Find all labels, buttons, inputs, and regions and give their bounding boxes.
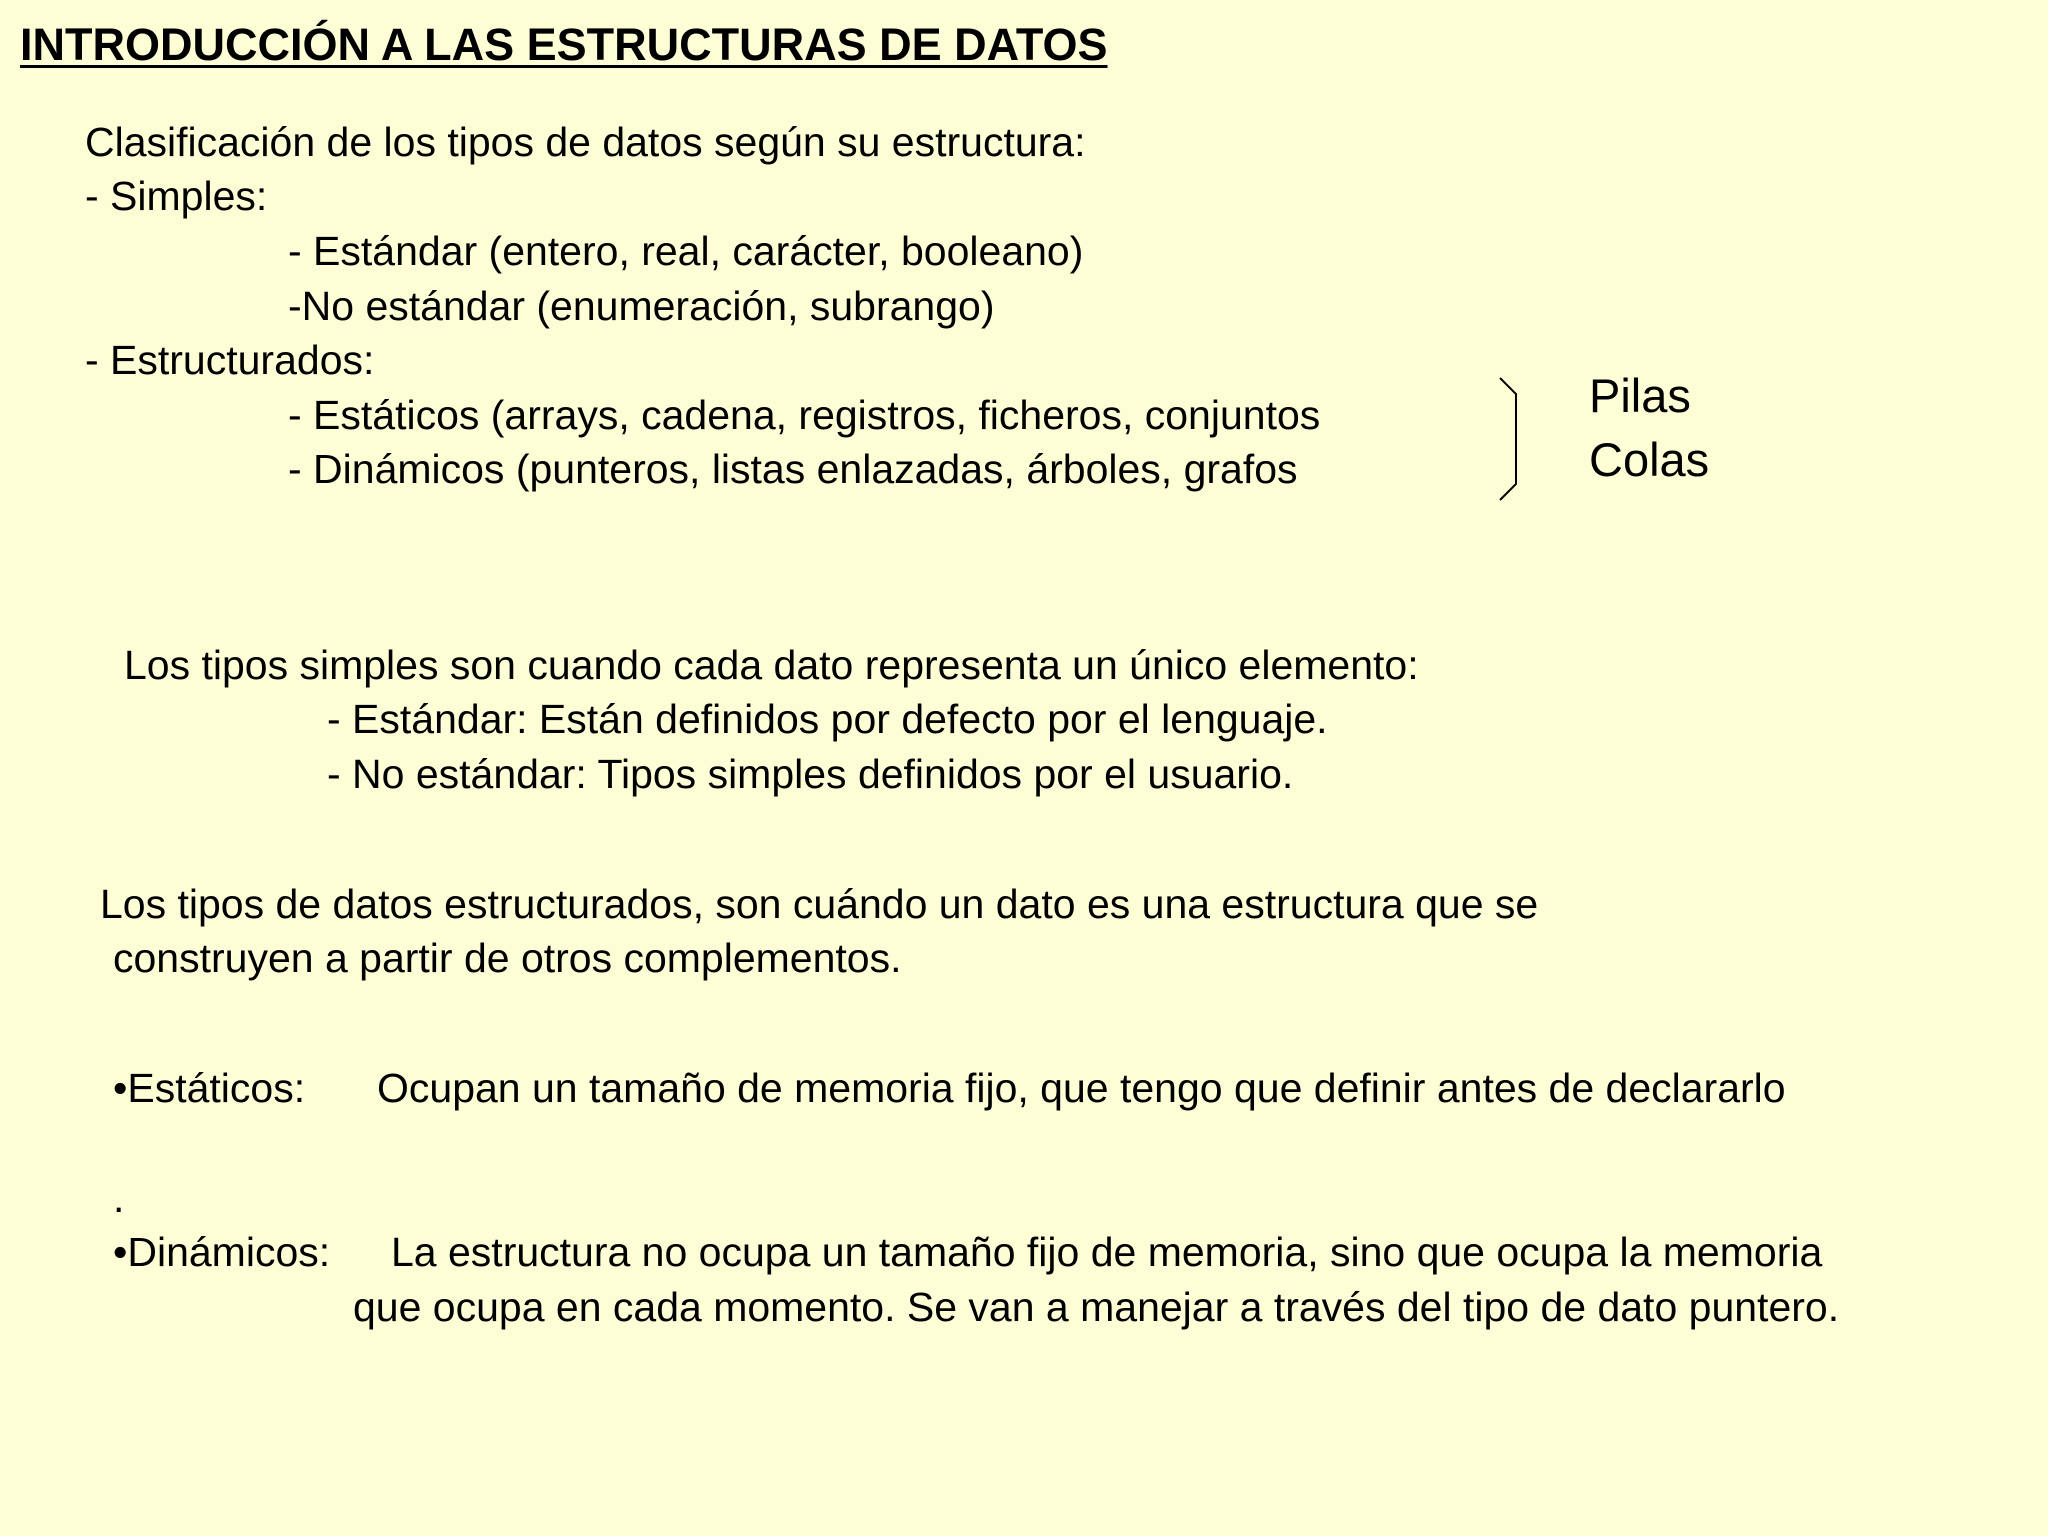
structured-types-line2: construyen a partir de otros complementos. [113, 935, 902, 981]
simples-standard: - Estándar (entero, real, carácter, booleano) [288, 228, 1084, 274]
bullet-dynamic-text2: que ocupa en cada momento. Se van a manejar a través del tipo de dato puntero. [353, 1284, 1840, 1330]
page-title: INTRODUCCIÓN A LAS ESTRUCTURAS DE DATOS [20, 19, 1108, 70]
classification-heading: Clasificación de los tipos de datos según su estructura: [85, 119, 1086, 165]
bullet-dynamic-label: •Dinámicos: [113, 1229, 331, 1275]
estructurados-label: - Estructurados: [85, 337, 375, 383]
simples-label: - Simples: [85, 173, 268, 219]
brace-item-pilas: Pilas [1589, 369, 1691, 422]
bullet-static-label: •Estáticos: [113, 1065, 306, 1111]
brace-item-colas: Colas [1589, 433, 1710, 486]
separator-dot: . [113, 1175, 125, 1221]
simples-non-standard: -No estándar (enumeración, subrango) [288, 283, 995, 329]
simple-types-non-standard: - No estándar: Tipos simples definidos por el usuario. [327, 751, 1294, 797]
right-brace-icon [1492, 376, 1532, 504]
estructurados-static: - Estáticos (arrays, cadena, registros, ficheros, conjuntos [288, 392, 1321, 438]
bullet-dynamic-text1: La estructura no ocupa un tamaño fijo de memoria, sino que ocupa la memoria [391, 1229, 1823, 1275]
structured-types-line1: Los tipos de datos estructurados, son cuándo un dato es una estructura que se [100, 881, 1539, 927]
simple-types-intro: Los tipos simples son cuando cada dato representa un único elemento: [124, 642, 1419, 688]
simple-types-standard: - Estándar: Están definidos por defecto por el lenguaje. [327, 696, 1328, 742]
bullet-static-text: Ocupan un tamaño de memoria fijo, que tengo que definir antes de declararlo [377, 1065, 1786, 1111]
estructurados-dynamic: - Dinámicos (punteros, listas enlazadas, árboles, grafos [288, 446, 1298, 492]
